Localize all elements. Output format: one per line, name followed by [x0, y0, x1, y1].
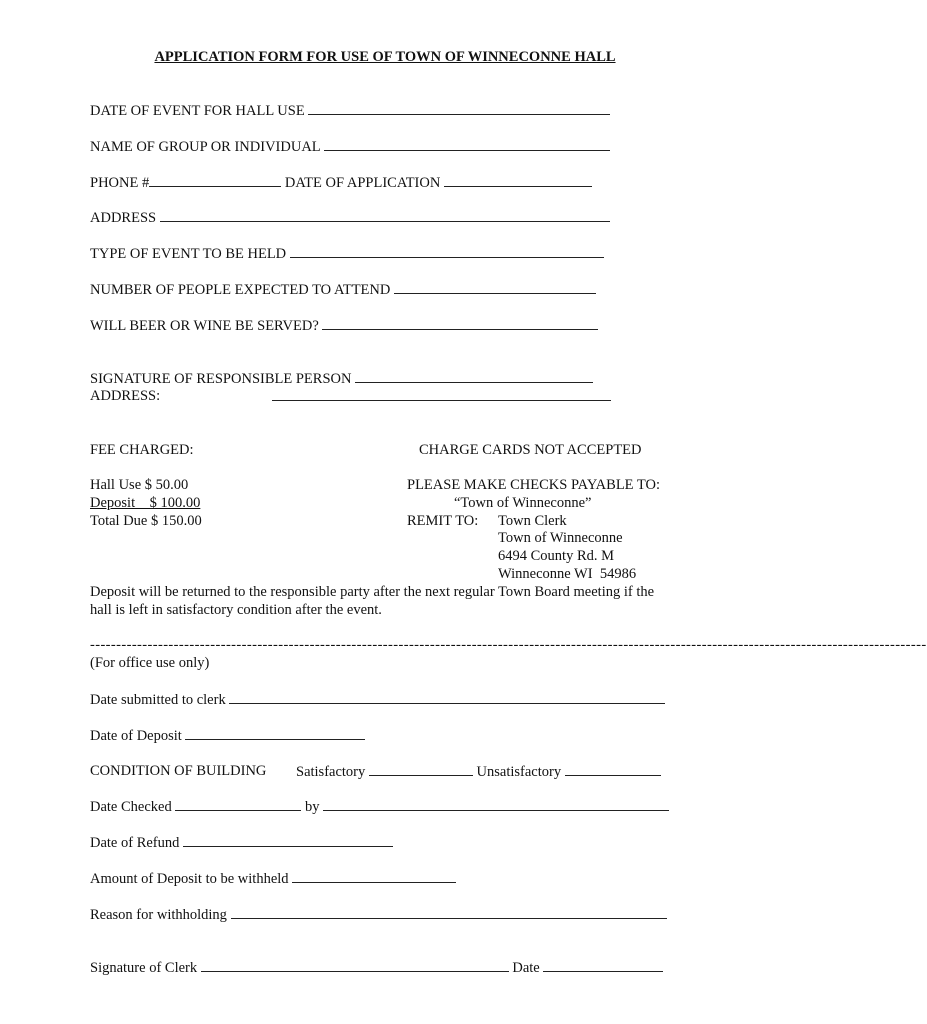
office-divider: ----------------------------------------------------------------------------------------------------------------------------------------------------------------	[90, 637, 927, 653]
number-of-people-field[interactable]	[394, 280, 596, 294]
date-of-deposit-row	[90, 726, 365, 745]
unsatisfactory-field[interactable]	[565, 762, 661, 776]
remit-line: Town Clerk	[498, 513, 567, 529]
date-submitted-row	[90, 690, 665, 709]
date-of-refund-field[interactable]	[183, 833, 393, 847]
hall-use-fee: Hall Use $ 50.00	[90, 477, 189, 493]
signature-row	[90, 369, 593, 388]
remit-to-label: REMIT TO:	[407, 513, 479, 529]
office-heading: (For office use only)	[90, 655, 210, 671]
name-of-group-row	[90, 137, 610, 156]
address-label: ADDRESS	[90, 210, 157, 226]
deposit-fee: Deposit $ 100.00	[90, 495, 201, 511]
clerk-signature-field[interactable]	[201, 958, 509, 972]
clerk-date-label: Date	[512, 960, 540, 976]
beer-wine-row	[90, 316, 598, 335]
date-of-event-row	[90, 101, 610, 120]
fee-heading: FEE CHARGED:	[90, 442, 194, 458]
clerk-signature-label: Signature of Clerk	[90, 960, 198, 976]
phone-label: PHONE #	[90, 175, 150, 191]
beer-wine-label: WILL BEER OR WINE BE SERVED?	[90, 318, 319, 334]
date-checked-field[interactable]	[175, 797, 301, 811]
remit-line: 6494 County Rd. M	[498, 548, 615, 564]
phone-row	[90, 173, 592, 192]
date-checked-row	[90, 797, 669, 816]
signature-field[interactable]	[355, 369, 593, 383]
address-row	[90, 208, 610, 227]
date-of-refund-row	[90, 833, 393, 852]
page-title: APPLICATION FORM FOR USE OF TOWN OF WINNECONNE HALL	[154, 49, 616, 65]
satisfactory-label: Satisfactory	[296, 764, 366, 780]
phone-field[interactable]	[149, 173, 281, 187]
date-of-application-field[interactable]	[444, 173, 592, 187]
date-checked-label: Date Checked	[90, 799, 172, 815]
date-submitted-label: Date submitted to clerk	[90, 692, 226, 708]
beer-wine-field[interactable]	[322, 316, 598, 330]
date-submitted-field[interactable]	[229, 690, 665, 704]
condition-row	[296, 762, 661, 781]
unsatisfactory-label: Unsatisfactory	[476, 764, 562, 780]
condition-label: CONDITION OF BUILDING	[90, 763, 267, 779]
date-of-event-label: DATE OF EVENT FOR HALL USE	[90, 103, 305, 119]
type-of-event-row	[90, 244, 604, 263]
amount-withheld-row	[90, 869, 456, 888]
checked-by-field[interactable]	[323, 797, 669, 811]
number-of-people-row	[90, 280, 596, 299]
clerk-signature-row	[90, 958, 663, 977]
no-cards-notice: CHARGE CARDS NOT ACCEPTED	[419, 442, 642, 458]
date-of-refund-label: Date of Refund	[90, 835, 180, 851]
date-of-event-field[interactable]	[308, 101, 610, 115]
amount-withheld-field[interactable]	[292, 869, 456, 883]
type-of-event-label: TYPE OF EVENT TO BE HELD	[90, 246, 287, 262]
number-of-people-label: NUMBER OF PEOPLE EXPECTED TO ATTEND	[90, 282, 391, 298]
date-of-deposit-field[interactable]	[185, 726, 365, 740]
remit-line: Town of Winneconne	[498, 530, 623, 546]
total-due: Total Due $ 150.00	[90, 513, 202, 529]
signature-address-row	[272, 387, 611, 406]
name-of-group-label: NAME OF GROUP OR INDIVIDUAL	[90, 139, 321, 155]
reason-label: Reason for withholding	[90, 907, 227, 923]
address-field[interactable]	[160, 208, 610, 222]
signature-label: SIGNATURE OF RESPONSIBLE PERSON	[90, 371, 352, 387]
payable-to-label: PLEASE MAKE CHECKS PAYABLE TO:	[407, 477, 660, 493]
signature-address-field[interactable]	[272, 387, 611, 401]
type-of-event-field[interactable]	[290, 244, 604, 258]
checked-by-label: by	[304, 799, 320, 815]
date-of-application-label: DATE OF APPLICATION	[284, 175, 441, 191]
reason-row	[90, 905, 667, 924]
remit-line: Winneconne WI 54986	[498, 566, 637, 582]
signature-address-label: ADDRESS:	[90, 388, 161, 404]
satisfactory-field[interactable]	[369, 762, 473, 776]
deposit-note-line1: Deposit will be returned to the responsible party after the next regular Town Board meeting if the	[90, 584, 655, 600]
amount-withheld-label: Amount of Deposit to be withheld	[90, 871, 289, 887]
clerk-date-field[interactable]	[543, 958, 663, 972]
name-of-group-field[interactable]	[324, 137, 610, 151]
reason-field[interactable]	[231, 905, 667, 919]
deposit-note-line2: hall is left in satisfactory condition after the event.	[90, 602, 382, 618]
date-of-deposit-label: Date of Deposit	[90, 728, 182, 744]
payee: “Town of Winneconne”	[454, 495, 592, 511]
